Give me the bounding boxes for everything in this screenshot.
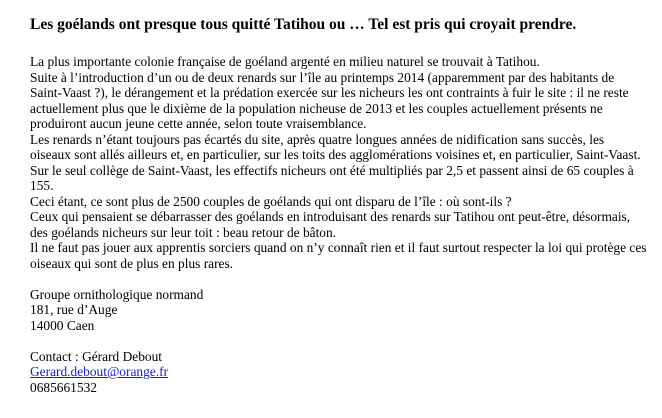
spacer-line bbox=[30, 333, 648, 349]
document bbox=[30, 16, 648, 395]
email-link[interactable]: Gerard.debout@orange.fr bbox=[30, 364, 168, 379]
paragraph-consequence: Ceux qui pensaient se débarrasser des goélands en introduisant des renards sur Tatihou ont peut-être, désormais, des goélands nicheurs sur leur toit : beau retour de bâton. bbox=[30, 209, 631, 240]
address-street: 181, rue d’Auge bbox=[30, 302, 118, 317]
address-city: 14000 Caen bbox=[30, 317, 95, 333]
paragraph-intro: La plus importante colonie française de goéland argenté en milieu naturel se trouvait à Tatihou. bbox=[30, 54, 540, 69]
paragraph-relocation: Les renards n’étant toujours pas écartés du site, après quatre longues années de nidification sans succès, les oiseaux sont allés ailleurs et, en particulier, sur les toits des agglomérations voisines et, en particulier, Saint-Vaast. Sur le seul collège de Saint-Vaast, les effectifs nicheurs ont été multipliés par 2,5 et passent ainsi de 65 couples à 155. bbox=[30, 131, 641, 193]
paragraph-question: Ceci étant, ce sont plus de 2500 couples de goélands qui ont disparu de l’île : où sont-ils ? bbox=[30, 193, 512, 209]
paragraph-fox-introduction: Suite à l’introduction d’un ou de deux renards sur l’île au printemps 2014 (apparemment par des habitants de Saint-Vaast ?), le dérangement et la prédation exercée sur les nicheurs les ont contraints à fuir le site : il ne reste actuellement plus que le dixième de la population nicheuse de 2013 et les couples actuellement présents ne produiront aucun jeune cette année, selon toute vraisemblance. bbox=[30, 69, 629, 131]
document-title: Les goélands ont presque tous quitté Tatihou ou … Tel est pris qui croyait prendre. bbox=[30, 16, 577, 33]
phone-number: 0685661532 bbox=[30, 379, 97, 395]
email-line bbox=[30, 364, 648, 380]
contact-name: Contact : Gérard Debout bbox=[30, 348, 163, 364]
organization-name: Groupe ornithologique normand bbox=[30, 286, 204, 302]
signature-block bbox=[30, 287, 648, 396]
document-body bbox=[30, 54, 648, 271]
paragraph-conclusion: Il ne faut pas jouer aux apprentis sorciers quand on n’y connaît rien et il faut surtout respecter la loi qui protège ces oiseaux qui sont de plus en plus rares. bbox=[30, 240, 647, 271]
